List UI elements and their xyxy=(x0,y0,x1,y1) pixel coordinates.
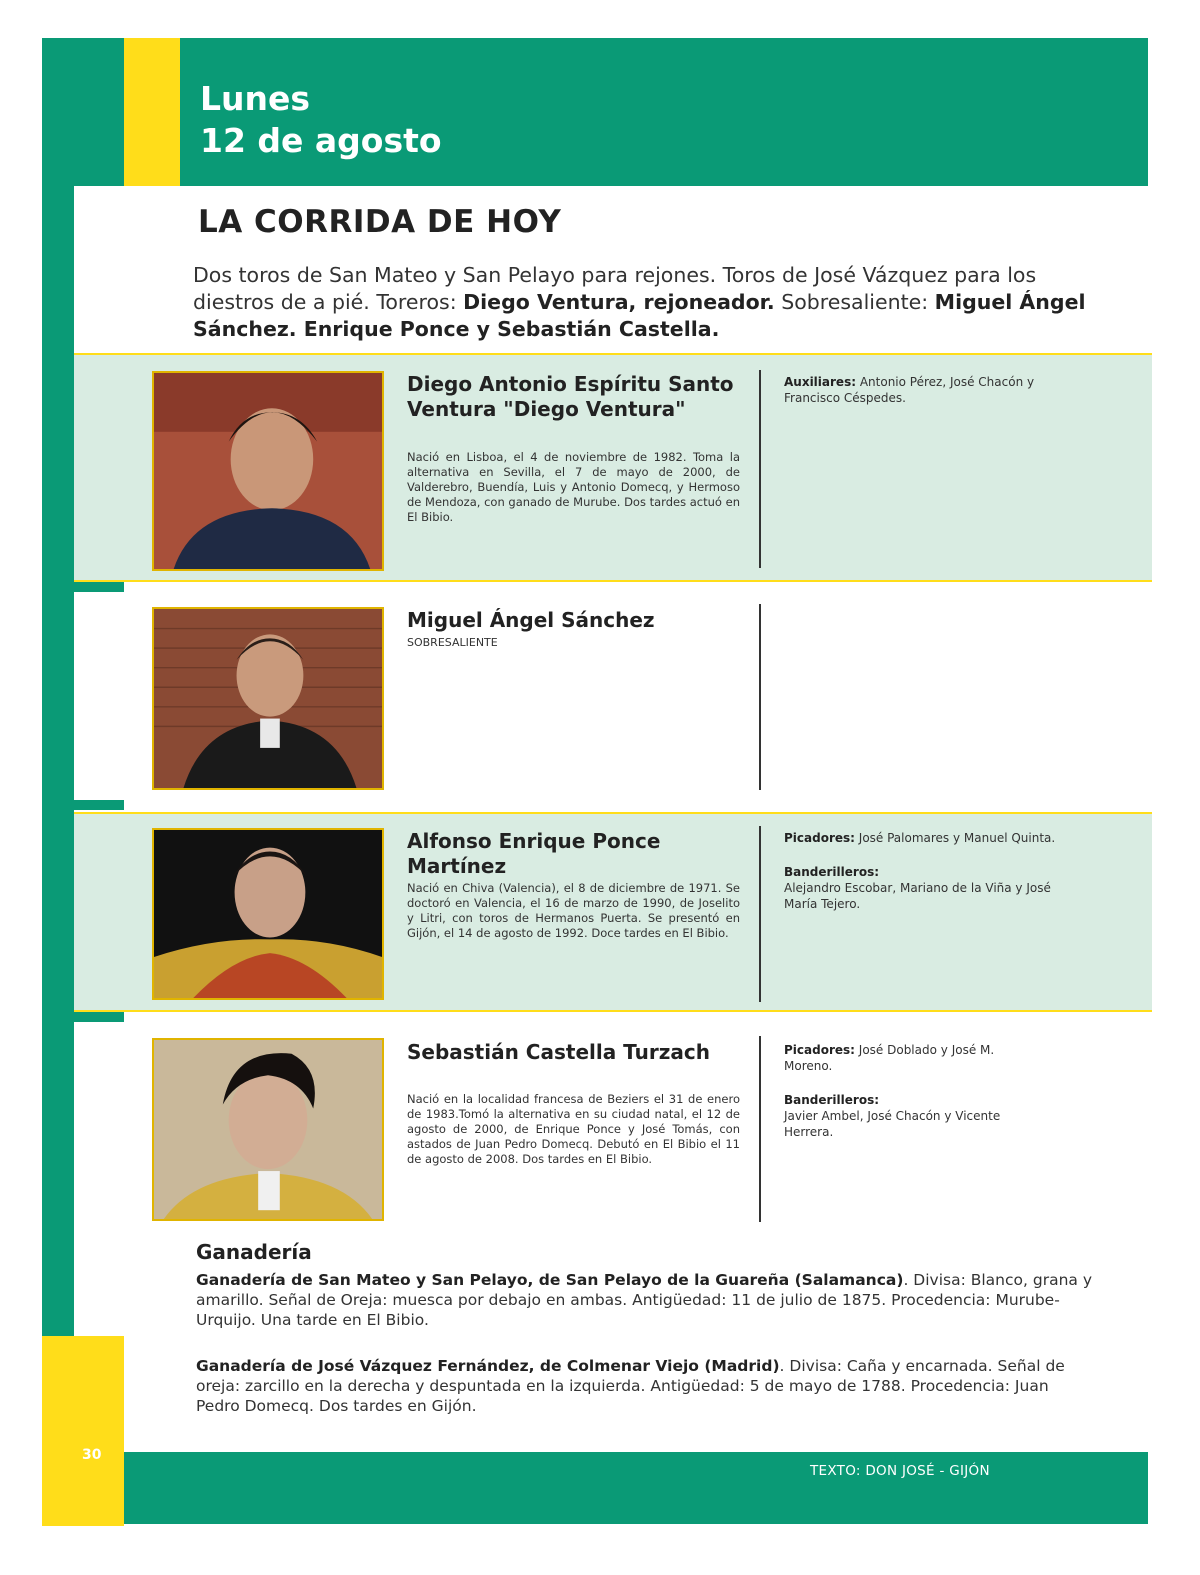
ganaderia-2-name: Ganadería de José Vázquez Fernández, de Colmenar Viejo (Madrid) xyxy=(196,1357,780,1375)
header-date xyxy=(200,78,442,162)
banderilleros-label: Banderilleros: xyxy=(784,865,880,879)
left-strip xyxy=(42,38,74,1526)
footer-band xyxy=(124,1452,1148,1524)
torero-photo-castella xyxy=(152,1038,384,1221)
footer-yellow-block xyxy=(42,1336,124,1526)
picadores-text: José Doblado y José M. Moreno. xyxy=(784,1043,995,1073)
page-title: LA CORRIDA DE HOY xyxy=(198,204,562,240)
picadores-castella xyxy=(784,1042,1044,1074)
torero-name-sanchez: Miguel Ángel Sánchez xyxy=(407,608,655,632)
torero-name-ventura: Diego Antonio Espíritu Santo Ventura "Diego Ventura" xyxy=(407,372,734,421)
torero-bio-ponce: Nació en Chiva (Valencia), el 8 de diciembre de 1971. Se doctoró en Valencia, el 16 de marzo de 1990, de Joselito y Litri, con toros de Hermanos Puerta. Se presentó en Gijón, el 14 de agosto de 1992. Doce tardes en El Bibio. xyxy=(407,881,740,940)
banderilleros-ponce xyxy=(784,864,1064,912)
banderilleros-text: Alejandro Escobar, Mariano de la Viña y José María Tejero. xyxy=(784,881,1051,911)
ganaderia-1-text: . Divisa: Blanco, grana y amarillo. Señal de Oreja: muesca por debajo en ambas. Antigüedad: 11 de julio de 1875. Procedencia: Murube- Urquijo. Una tarde en El Bibio. xyxy=(196,1271,1092,1329)
torero-photo-ponce xyxy=(152,828,384,1000)
auxiliares-ventura xyxy=(784,374,1044,406)
footer-credit: TEXTO: DON JOSÉ - GIJÓN xyxy=(810,1463,990,1479)
torero-photo-ventura xyxy=(152,371,384,571)
picadores-text: José Palomares y Manuel Quinta. xyxy=(858,831,1056,845)
column-divider xyxy=(759,370,761,568)
picadores-label: Picadores: xyxy=(784,1043,855,1057)
ganaderia-paragraph-2 xyxy=(196,1356,1096,1416)
banderilleros-castella xyxy=(784,1092,1044,1140)
column-divider xyxy=(759,826,761,1002)
banderilleros-text: Javier Ambel, José Chacón y Vicente Herrera. xyxy=(784,1109,1001,1139)
ganaderia-2-text: . Divisa: Caña y encarnada. Señal de oreja: zarcillo en la derecha y despuntada en la izquierda. Antigüedad: 5 de mayo de 1788. Procedencia: Juan Pedro Domecq. Dos tardes en Gijón. xyxy=(196,1357,1065,1415)
cuadrilla-castella xyxy=(784,1042,1044,1140)
torero-role-sanchez: SOBRESALIENTE xyxy=(407,636,498,649)
intro-bold-1: Diego Ventura, rejoneador. xyxy=(463,290,775,314)
banderilleros-label: Banderilleros: xyxy=(784,1093,880,1107)
header-date-text: 12 de agosto xyxy=(200,121,442,160)
torero-name-ponce: Alfonso Enrique Ponce Martínez xyxy=(407,829,661,878)
torero-bio-castella: Nació en la localidad francesa de Beziers el 31 de enero de 1983.Tomó la alternativa en su ciudad natal, el 12 de agosto de 2000, de Enrique Ponce y José Tomás, con astados de Juan Pedro Domecq. Debutó en El Bibio el 11 de agosto de 2008. Dos tardes en El Bibio. xyxy=(407,1092,740,1166)
cuadrilla-ponce xyxy=(784,830,1064,912)
header-yellow-tab xyxy=(124,38,180,186)
column-divider xyxy=(759,1036,761,1222)
intro-text-2: Sobresaliente: xyxy=(774,290,935,314)
picadores-ponce xyxy=(784,830,1064,846)
ganaderia-1-name: Ganadería de San Mateo y San Pelayo, de San Pelayo de la Guareña (Salamanca) xyxy=(196,1271,904,1289)
ganaderia-title: Ganadería xyxy=(196,1240,312,1264)
picadores-label: Picadores: xyxy=(784,831,855,845)
torero-name-castella: Sebastián Castella Turzach xyxy=(407,1040,710,1064)
intro-bold-2: Miguel Ángel Sánchez. Enrique Ponce y Sebastián Castella. xyxy=(193,290,1086,341)
intro-paragraph xyxy=(193,262,1113,343)
row-separator xyxy=(74,582,124,592)
page-number: 30 xyxy=(82,1447,102,1463)
row-separator xyxy=(74,1012,124,1022)
row-separator xyxy=(74,800,124,810)
ganaderia-paragraph-1 xyxy=(196,1270,1096,1330)
auxiliares-text: Antonio Pérez, José Chacón y Francisco Céspedes. xyxy=(784,375,1035,405)
intro-text-1: Dos toros de San Mateo y San Pelayo para rejones. Toros de José Vázquez para los diestros de a pié. Toreros: xyxy=(193,263,1037,314)
torero-photo-sanchez xyxy=(152,607,384,790)
torero-bio-ventura: Nació en Lisboa, el 4 de noviembre de 1982. Toma la alternativa en Sevilla, el 7 de mayo de 2000, de Valderebro, Buendía, Luis y Antonio Domecq, y Hermoso de Mendoza, con ganado de Murube. Dos tardes actuó en El Bibio. xyxy=(407,450,740,524)
header-day: Lunes xyxy=(200,79,311,118)
column-divider xyxy=(759,604,761,790)
auxiliares-label: Auxiliares: xyxy=(784,375,857,389)
